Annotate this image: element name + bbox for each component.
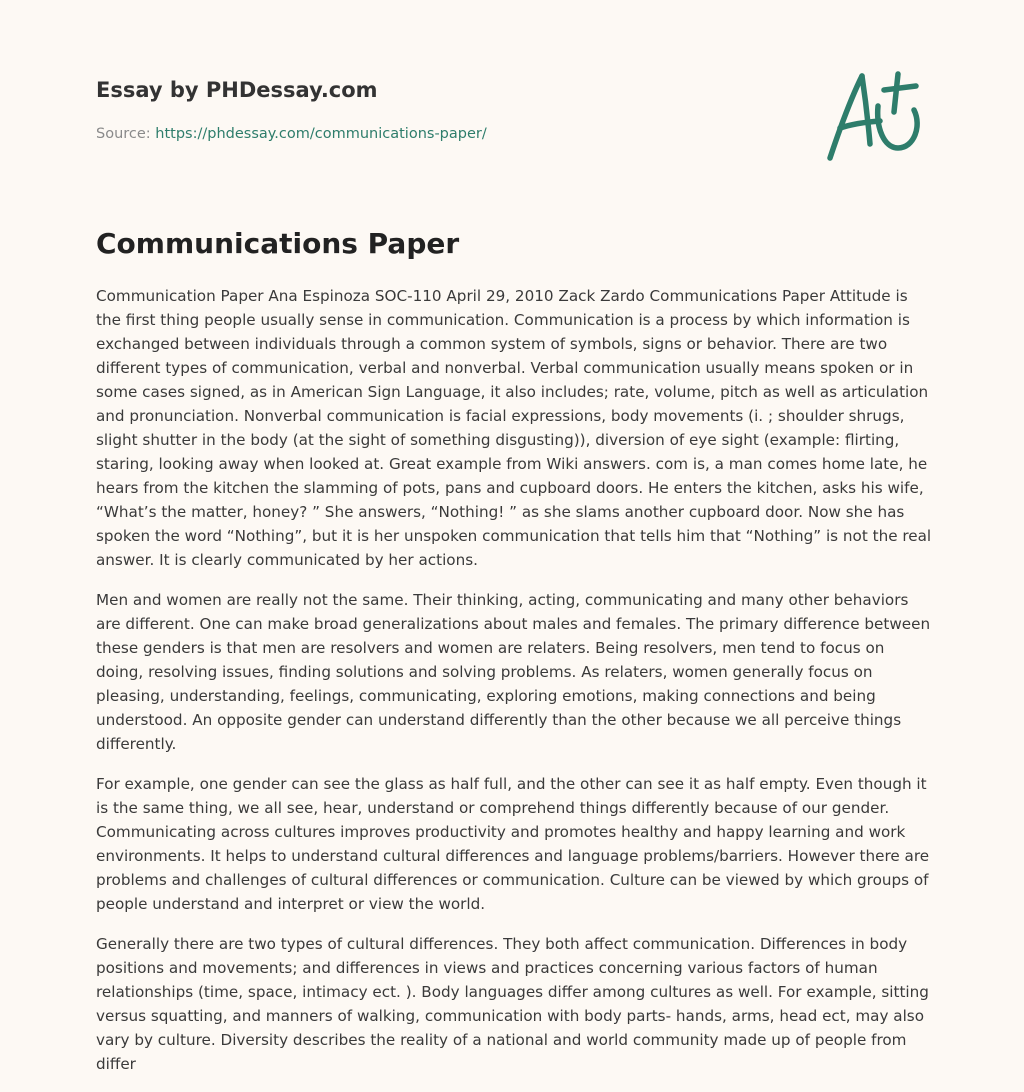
source-link[interactable]: https://phdessay.com/communications-paper/	[155, 126, 487, 142]
essay-title: Communications Paper	[96, 227, 460, 260]
source-label: Source:	[96, 126, 156, 142]
paragraph: Communication Paper Ana Espinoza SOC-110 April 29, 2010 Zack Zardo Communications Paper Attitude is the first thing people usually sense in communication. Communication is a process by which information is exchanged between individuals through a common system of symbols, signs or behavior. There are two different types of communication, verbal and nonverbal. Verbal communication usually means spoken or in some cases signed, as in American Sign Language, it also includes; rate, volume, pitch as well as articulation and pronunciation. Nonverbal communication is facial expressions, body movements (i. ; shoulder shrugs, slight shutter in the body (at the sight of something disgusting)), diversion of eye sight (example: flirting, staring, looking away when looked at. Great example from Wiki answers. com is, a man comes home late, he hears from the kitchen the slamming of pots, pans and cupboard doors. He enters the kitchen, asks his wife, “What’s the matter, honey? ” She answers, “Nothing! ” as she slams another cupboard door. Now she has spoken the word “Nothing”, but it is her unspoken communication that tells him that “Nothing” is not the real answer. It is clearly communicated by her actions.	[96, 287, 932, 569]
paragraph: Generally there are two types of cultural differences. They both affect communication. Differences in body positions and movements; and differences in views and practices concerning various factors of human relationships (time, space, intimacy ect. ). Body languages differ among cultures as well. For example, sitting versus squatting, and manners of walking, communication with body parts- hands, arms, head ect, may also vary by culture. Diversity describes the reality of a national and world community made up of people from differ	[96, 935, 929, 1073]
page-header	[96, 76, 796, 144]
paragraph: For example, one gender can see the glass as half full, and the other can see it as half empty. Even though it is the same thing, we all see, hear, understand or comprehend things differently because of our gender. Communicating across cultures improves productivity and promotes healthy and happy learning and work environments. It helps to understand cultural differences and language problems/barriers. However there are problems and challenges of cultural differences or communication. Culture can be viewed by which groups of people understand and interpret or view the world.	[96, 775, 930, 913]
paragraph: Men and women are really not the same. Their thinking, acting, communicating and many other behaviors are different. One can make broad generalizations about males and females. The primary difference between these genders is that men are resolvers and women are relaters. Being resolvers, men tend to focus on doing, resolving issues, finding solutions and solving problems. As relaters, women generally focus on pleasing, understanding, feelings, communicating, exploring emotions, making connections and being understood. An opposite gender can understand differently than the other because we all perceive things differently.	[96, 591, 931, 753]
a-plus-logo-icon	[818, 66, 928, 166]
essay-body	[96, 284, 932, 1092]
brand-title: Essay by PHDessay.com	[96, 78, 378, 102]
source-line	[96, 124, 796, 144]
